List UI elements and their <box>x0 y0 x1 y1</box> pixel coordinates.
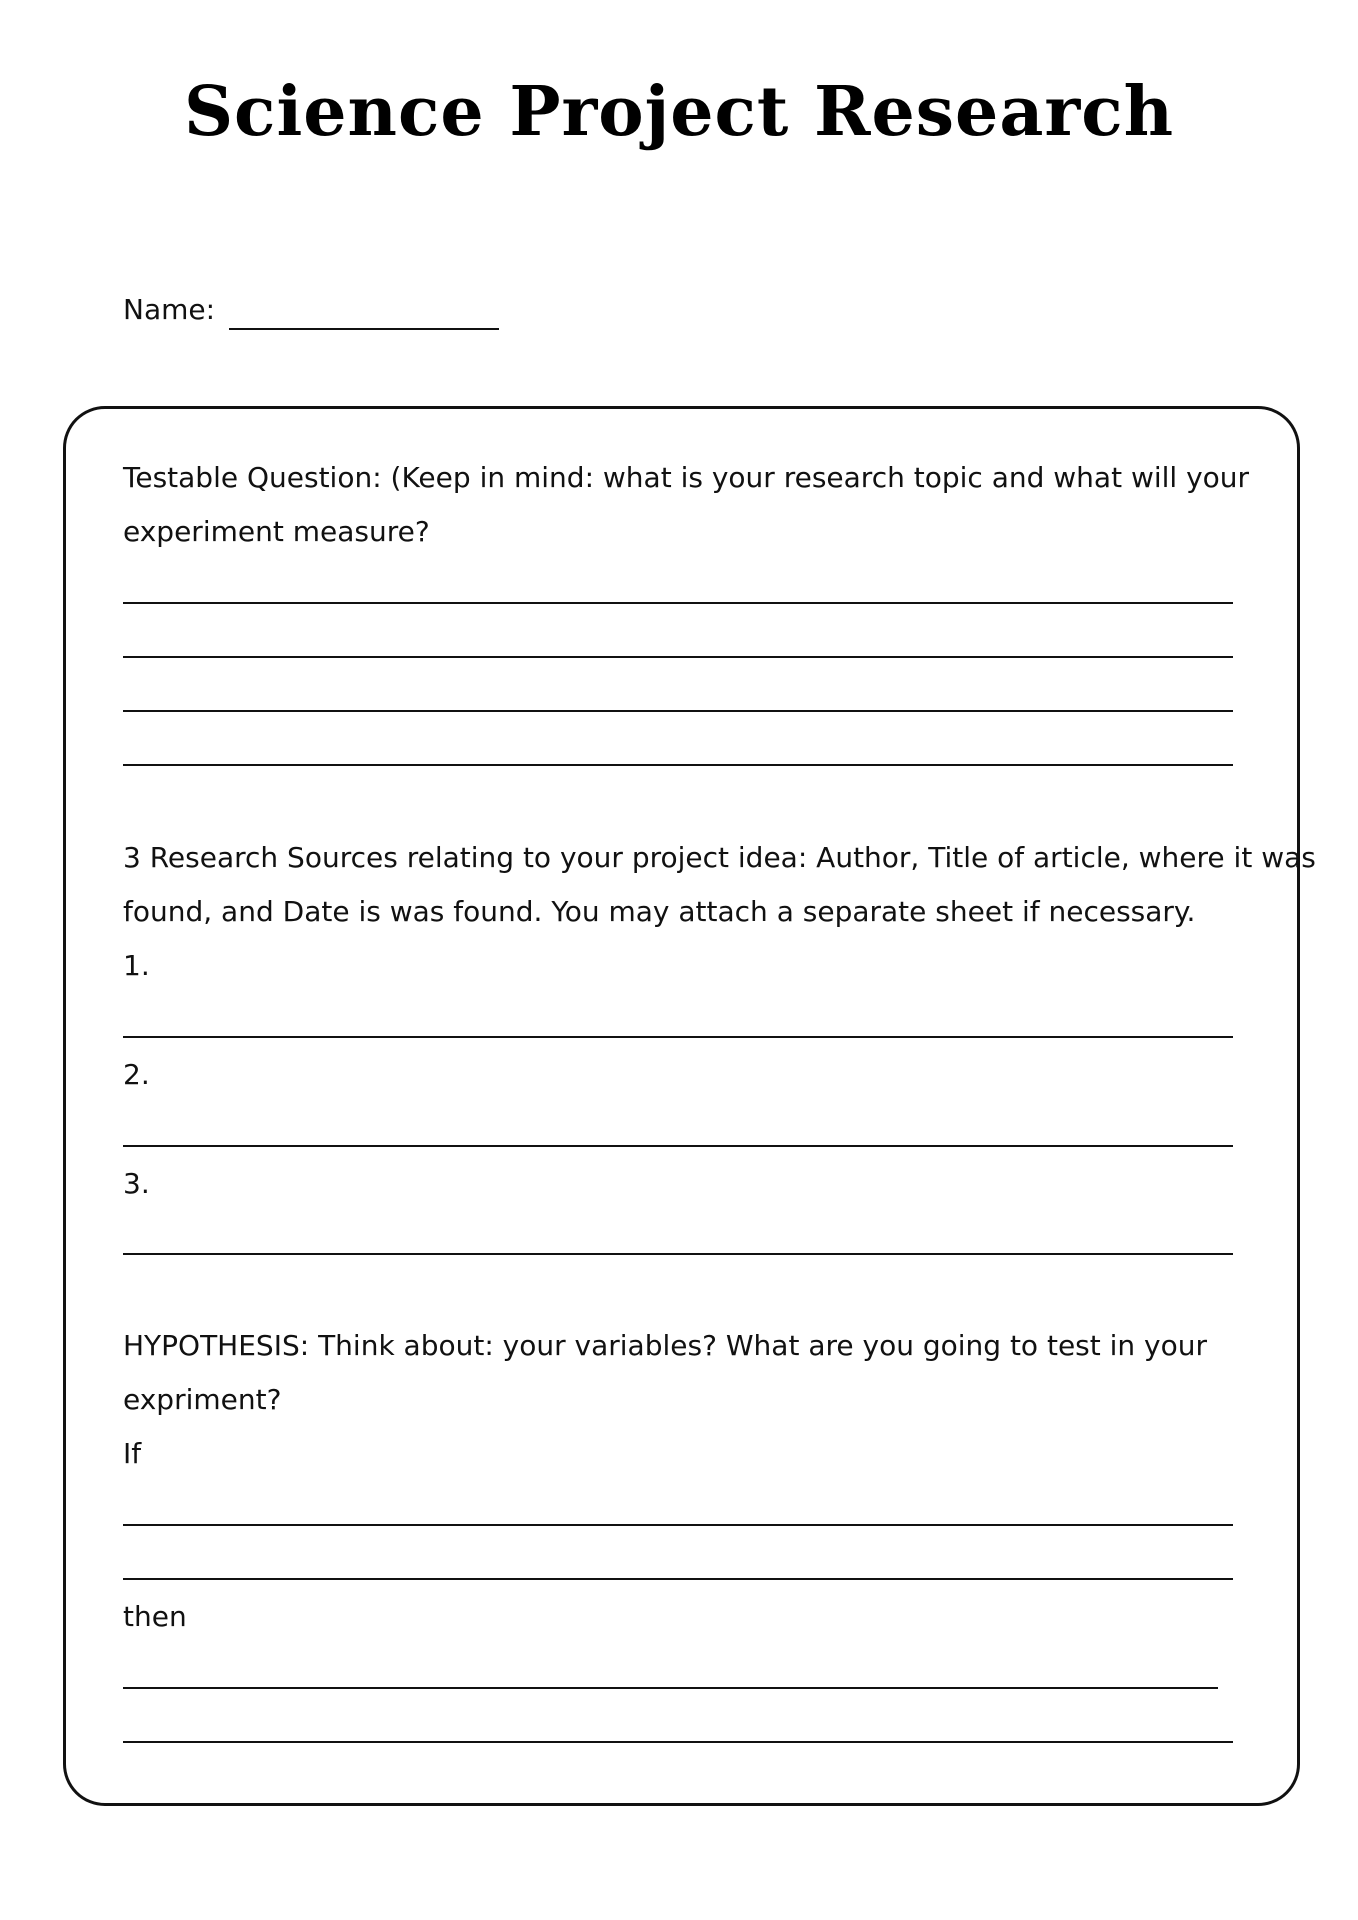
hypothesis-then-line-1[interactable] <box>123 1687 1218 1689</box>
name-field[interactable] <box>229 294 499 330</box>
name-label: Name: <box>123 293 216 326</box>
source-item-2-number: 2. <box>123 1058 150 1091</box>
source-item-1-line[interactable] <box>123 1036 1233 1038</box>
sources-prompt-line-2: found, and Date is was found. You may attach a separate sheet if necessary. <box>123 895 1196 928</box>
hypothesis-if-line-2[interactable] <box>123 1578 1233 1580</box>
page-title: Science Project Research <box>183 72 1175 152</box>
source-item-3-number: 3. <box>123 1167 150 1200</box>
sources-prompt-line-1: 3 Research Sources relating to your project idea: Author, Title of article, where it was <box>123 841 1316 874</box>
question-answer-line-4[interactable] <box>123 764 1233 766</box>
question-prompt-line-1: Testable Question: (Keep in mind: what is your research topic and what will your <box>123 461 1250 494</box>
hypothesis-prompt-line-1: HYPOTHESIS: Think about: your variables? What are you going to test in your <box>123 1329 1208 1362</box>
hypothesis-then-label: then <box>123 1600 187 1633</box>
hypothesis-prompt-line-2: expriment? <box>123 1383 282 1416</box>
hypothesis-if-line-1[interactable] <box>123 1524 1233 1526</box>
question-prompt-line-2: experiment measure? <box>123 515 430 548</box>
source-item-3-line[interactable] <box>123 1253 1233 1255</box>
question-answer-line-1[interactable] <box>123 602 1233 604</box>
hypothesis-then-line-2[interactable] <box>123 1741 1233 1743</box>
source-item-2-line[interactable] <box>123 1145 1233 1147</box>
question-answer-line-2[interactable] <box>123 656 1233 658</box>
form-box <box>63 406 1300 1806</box>
question-answer-line-3[interactable] <box>123 710 1233 712</box>
name-row <box>123 290 499 330</box>
source-item-1-number: 1. <box>123 949 150 982</box>
hypothesis-if-label: If <box>123 1437 142 1470</box>
